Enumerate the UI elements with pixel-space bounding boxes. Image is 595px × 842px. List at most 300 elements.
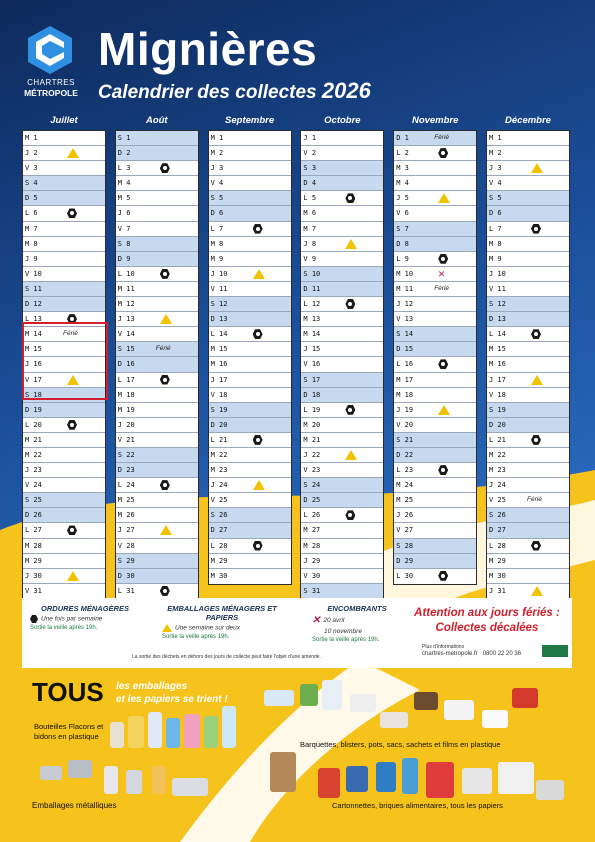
day-label: M 17 xyxy=(396,375,414,384)
day-row xyxy=(394,448,476,463)
plastic-pack-illustration xyxy=(350,694,376,712)
day-row xyxy=(23,493,105,508)
day-label: M 22 xyxy=(489,450,506,459)
day-row xyxy=(487,191,569,206)
day-row xyxy=(301,523,383,538)
month-name: Septembre xyxy=(225,115,275,126)
day-label: L 31 xyxy=(117,586,135,595)
household-waste-icon xyxy=(531,329,541,339)
day-label: M 2 xyxy=(489,149,502,158)
day-row xyxy=(487,342,569,357)
day-row xyxy=(209,403,291,418)
holiday-label: Férié xyxy=(434,284,449,292)
day-label: V 21 xyxy=(117,435,135,444)
paper-illustration xyxy=(536,780,564,800)
day-row xyxy=(209,539,291,554)
day-label: S 4 xyxy=(25,179,38,188)
household-waste-icon xyxy=(345,510,355,520)
category-metal: Emballages métalliques xyxy=(32,801,117,810)
day-label: J 31 xyxy=(489,586,506,595)
day-label: D 23 xyxy=(117,466,135,475)
household-waste-icon xyxy=(253,435,263,445)
packaging-recycling-icon xyxy=(345,450,357,460)
plastic-pack-illustration xyxy=(322,680,342,710)
holiday-alert-line2: Collectes décalées xyxy=(435,622,539,634)
day-row xyxy=(301,569,383,584)
day-row xyxy=(116,342,198,357)
day-row xyxy=(487,131,569,146)
day-label: M 28 xyxy=(303,541,321,550)
can-illustration xyxy=(40,766,62,780)
day-row xyxy=(209,206,291,221)
packaging-recycling-icon xyxy=(67,571,79,581)
day-row xyxy=(116,584,198,599)
holiday-alert-line1: Attention aux jours fériés : xyxy=(414,607,560,619)
month-column xyxy=(300,112,384,600)
day-row xyxy=(209,418,291,433)
day-row xyxy=(116,176,198,191)
legend-bulky xyxy=(312,604,402,643)
day-label: M 18 xyxy=(396,390,414,399)
day-row xyxy=(209,554,291,569)
day-row xyxy=(394,267,476,282)
page-subtitle xyxy=(98,78,371,104)
carton-illustration xyxy=(346,766,368,792)
day-row xyxy=(116,357,198,372)
day-row xyxy=(209,342,291,357)
day-row xyxy=(301,357,383,372)
day-row xyxy=(209,312,291,327)
day-label: M 27 xyxy=(303,526,321,535)
day-label: L 13 xyxy=(25,315,42,324)
day-label: M 2 xyxy=(210,149,224,158)
day-row xyxy=(301,222,383,237)
info-label: Plus d'informations xyxy=(422,644,465,650)
bottle-illustration xyxy=(222,706,236,748)
day-label: M 22 xyxy=(210,450,228,459)
day-label: L 7 xyxy=(210,224,224,233)
household-waste-icon xyxy=(531,224,541,234)
holiday-label: Férié xyxy=(434,134,449,141)
day-row xyxy=(23,508,105,523)
day-row xyxy=(487,388,569,403)
day-label: J 24 xyxy=(489,481,506,490)
day-label: L 28 xyxy=(489,541,506,550)
day-label: M 21 xyxy=(303,435,321,444)
day-label: S 22 xyxy=(117,450,135,459)
bottle-illustration xyxy=(128,716,144,748)
day-row xyxy=(394,418,476,433)
day-row xyxy=(487,523,569,538)
day-label: V 11 xyxy=(489,284,506,293)
day-row xyxy=(209,282,291,297)
day-row xyxy=(394,433,476,448)
info-phone: 0800 22 20 36 xyxy=(482,651,522,657)
day-label: S 15 xyxy=(117,345,135,354)
day-row xyxy=(209,493,291,508)
bulky-collection-icon: ✕ xyxy=(438,266,445,280)
packaging-recycling-icon xyxy=(67,148,79,158)
holiday-label: Férié xyxy=(155,345,171,353)
day-row xyxy=(116,493,198,508)
day-label: L 2 xyxy=(396,149,409,158)
household-waste-icon xyxy=(160,586,170,596)
logo-c-icon xyxy=(28,26,72,74)
day-label: S 10 xyxy=(303,269,321,278)
day-row xyxy=(209,357,291,372)
packaging-recycling-icon xyxy=(160,525,172,535)
day-label: L 17 xyxy=(117,375,135,384)
day-row xyxy=(209,161,291,176)
day-label: M 10 xyxy=(396,269,414,278)
day-label: S 8 xyxy=(117,239,131,248)
month-name: Décembre xyxy=(505,115,551,126)
paper-illustration xyxy=(426,762,454,798)
day-label: M 3 xyxy=(396,164,409,173)
day-row xyxy=(116,463,198,478)
day-label: M 30 xyxy=(210,571,228,580)
day-row xyxy=(116,554,198,569)
day-row xyxy=(23,554,105,569)
household-waste-icon xyxy=(531,541,541,551)
bulky-cross-icon: ✕ xyxy=(312,615,321,626)
day-label: M 28 xyxy=(25,541,42,550)
day-label: V 24 xyxy=(25,481,42,490)
day-row xyxy=(301,539,383,554)
day-row xyxy=(394,297,476,312)
day-row xyxy=(487,569,569,584)
day-row xyxy=(116,403,198,418)
plastic-pack-illustration xyxy=(264,690,294,706)
day-label: J 24 xyxy=(210,481,228,490)
day-row xyxy=(301,297,383,312)
month-column xyxy=(208,112,292,585)
day-row xyxy=(394,508,476,523)
day-label: J 19 xyxy=(396,405,414,414)
month-days xyxy=(486,130,570,600)
day-label: V 13 xyxy=(396,315,414,324)
day-label: J 17 xyxy=(489,375,506,384)
day-label: L 5 xyxy=(303,194,317,203)
day-label: V 11 xyxy=(210,284,228,293)
chartres-metropole-logo xyxy=(20,26,78,106)
day-label: M 4 xyxy=(117,179,131,188)
day-label: J 12 xyxy=(396,300,414,309)
day-row xyxy=(487,539,569,554)
day-label: L 14 xyxy=(489,330,506,339)
bottle-illustration xyxy=(166,718,180,748)
day-label: S 29 xyxy=(117,556,135,565)
carton-illustration xyxy=(318,768,340,798)
legend-packaging-note: Sortie la veille après 19h. xyxy=(162,634,230,640)
day-label: M 29 xyxy=(489,556,506,565)
day-row xyxy=(209,297,291,312)
day-row xyxy=(23,539,105,554)
day-row xyxy=(23,523,105,538)
day-row xyxy=(116,433,198,448)
packaging-recycling-icon xyxy=(253,480,265,490)
legend-bulky-date2: 10 novembre xyxy=(324,628,362,635)
day-label: M 15 xyxy=(210,345,228,354)
day-row xyxy=(116,297,198,312)
day-label: J 29 xyxy=(303,556,321,565)
day-row xyxy=(394,357,476,372)
tous-sub-line1: les emballages xyxy=(116,681,188,692)
day-label: J 5 xyxy=(396,194,409,203)
day-label: M 29 xyxy=(25,556,42,565)
day-label: D 12 xyxy=(25,300,42,309)
day-row xyxy=(394,191,476,206)
day-row xyxy=(394,131,476,146)
day-label: D 2 xyxy=(117,149,131,158)
day-label: M 18 xyxy=(117,390,135,399)
legend-household xyxy=(30,604,140,631)
day-label: L 20 xyxy=(25,420,42,429)
day-label: J 23 xyxy=(25,466,42,475)
day-row xyxy=(301,191,383,206)
day-row xyxy=(209,478,291,493)
day-row xyxy=(394,282,476,297)
packaging-recycling-icon xyxy=(345,239,357,249)
day-row xyxy=(23,252,105,267)
day-label: J 3 xyxy=(489,164,502,173)
plastic-pack-illustration xyxy=(300,684,318,706)
day-label: D 30 xyxy=(117,571,135,580)
day-row xyxy=(209,191,291,206)
holiday-alert xyxy=(402,606,572,636)
carton-illustration xyxy=(402,758,418,794)
day-row xyxy=(209,463,291,478)
month-days xyxy=(208,130,292,585)
day-row xyxy=(487,433,569,448)
day-label: D 8 xyxy=(396,239,409,248)
day-label: M 30 xyxy=(489,571,506,580)
day-label: D 6 xyxy=(489,209,502,218)
month-name: Novembre xyxy=(411,115,459,126)
day-label: M 11 xyxy=(396,284,414,293)
day-label: L 12 xyxy=(303,300,321,309)
day-label: S 24 xyxy=(303,481,321,490)
day-label: M 14 xyxy=(303,330,321,339)
day-label: M 16 xyxy=(210,360,228,369)
day-row xyxy=(301,554,383,569)
day-row xyxy=(23,237,105,252)
day-row xyxy=(116,418,198,433)
day-row xyxy=(301,478,383,493)
day-label: V 20 xyxy=(396,420,414,429)
day-row xyxy=(209,569,291,584)
day-row xyxy=(116,131,198,146)
day-row xyxy=(301,206,383,221)
day-row xyxy=(23,433,105,448)
day-label: M 22 xyxy=(25,450,42,459)
day-label: D 13 xyxy=(489,315,506,324)
day-label: S 31 xyxy=(303,586,321,595)
day-label: S 17 xyxy=(303,375,321,384)
day-label: V 31 xyxy=(25,586,42,595)
day-label: J 6 xyxy=(117,209,131,218)
day-row xyxy=(301,463,383,478)
month-days xyxy=(115,130,199,600)
day-label: J 20 xyxy=(117,420,135,429)
day-row xyxy=(394,252,476,267)
day-label: M 8 xyxy=(489,239,502,248)
day-label: L 28 xyxy=(210,541,228,550)
day-row xyxy=(487,237,569,252)
day-label: M 15 xyxy=(489,345,506,354)
household-waste-icon xyxy=(345,405,355,415)
day-row xyxy=(487,252,569,267)
day-label: V 23 xyxy=(303,466,321,475)
day-row xyxy=(116,508,198,523)
page-title: Mignières xyxy=(98,23,318,75)
day-row xyxy=(116,539,198,554)
day-label: M 25 xyxy=(117,496,135,505)
month-column xyxy=(115,112,199,600)
day-row xyxy=(487,493,569,508)
day-row xyxy=(487,312,569,327)
day-label: D 20 xyxy=(210,420,228,429)
day-row xyxy=(209,146,291,161)
logo-text-metropole: MÉTROPOLE xyxy=(24,88,78,98)
day-label: S 21 xyxy=(396,435,414,444)
day-label: S 18 xyxy=(25,390,42,399)
day-row xyxy=(487,267,569,282)
day-label: M 14 xyxy=(25,330,42,339)
day-label: M 4 xyxy=(396,179,409,188)
day-label: D 19 xyxy=(25,405,42,414)
day-row xyxy=(116,267,198,282)
day-row xyxy=(394,222,476,237)
day-row xyxy=(394,312,476,327)
day-label: M 12 xyxy=(117,300,135,309)
day-row xyxy=(487,297,569,312)
bottle-illustration xyxy=(148,712,162,748)
day-label: M 29 xyxy=(210,556,228,565)
carton-illustration xyxy=(270,752,296,792)
bottle-illustration xyxy=(204,716,218,748)
household-waste-icon xyxy=(160,163,170,173)
paper-illustration xyxy=(498,762,534,794)
day-row xyxy=(394,373,476,388)
household-waste-icon xyxy=(438,148,448,158)
day-label: S 25 xyxy=(25,496,42,505)
legend-packaging-title: EMBALLAGES MÉNAGERS ET PAPIERS xyxy=(167,604,277,622)
plastic-pack-illustration xyxy=(482,710,508,728)
day-label: S 26 xyxy=(210,511,228,520)
day-label: M 24 xyxy=(396,481,414,490)
tous-heading: TOUS xyxy=(32,677,104,707)
fine-footnote: La sortie des déchets en dehors des jours de collecte peut faire l'objet d'une amende. xyxy=(132,654,321,660)
day-label: M 1 xyxy=(210,134,224,142)
day-label: J 2 xyxy=(25,149,38,158)
day-row xyxy=(301,131,383,146)
day-label: D 15 xyxy=(396,345,414,354)
day-label: M 19 xyxy=(117,405,135,414)
day-row xyxy=(487,357,569,372)
day-row xyxy=(301,267,383,282)
packaging-recycling-icon xyxy=(160,314,172,324)
day-label: M 21 xyxy=(25,435,42,444)
day-row xyxy=(394,493,476,508)
day-row xyxy=(487,554,569,569)
day-label: D 16 xyxy=(117,360,135,369)
day-label: V 14 xyxy=(117,330,135,339)
day-row xyxy=(301,282,383,297)
can-illustration xyxy=(68,760,92,778)
day-label: L 7 xyxy=(489,224,502,233)
day-row xyxy=(23,569,105,584)
day-row xyxy=(394,478,476,493)
can-illustration xyxy=(126,770,142,794)
can-illustration xyxy=(104,766,118,794)
day-label: S 19 xyxy=(489,405,506,414)
household-waste-icon xyxy=(253,329,263,339)
day-row xyxy=(23,418,105,433)
day-label: J 3 xyxy=(210,164,224,173)
day-row xyxy=(209,327,291,342)
green-number-badge xyxy=(542,645,568,657)
day-row xyxy=(209,433,291,448)
logo-text-chartres: CHARTRES xyxy=(27,78,75,87)
day-row xyxy=(487,584,569,599)
legend-bulky-title: ENCOMBRANTS xyxy=(327,604,387,613)
day-label: V 9 xyxy=(303,254,317,263)
plastic-pack-illustration xyxy=(512,688,538,708)
household-waste-icon xyxy=(253,224,263,234)
household-waste-icon xyxy=(438,465,448,475)
legend-packaging xyxy=(162,604,282,640)
day-label: V 16 xyxy=(303,360,321,369)
day-label: J 22 xyxy=(303,450,321,459)
legend-bulky-date1: 20 avril xyxy=(323,617,345,625)
day-row xyxy=(209,508,291,523)
day-row xyxy=(116,206,198,221)
day-row xyxy=(301,146,383,161)
day-label: J 10 xyxy=(489,269,506,278)
day-label: S 14 xyxy=(396,330,414,339)
day-row xyxy=(23,584,105,599)
day-row xyxy=(116,373,198,388)
household-waste-icon xyxy=(67,420,77,430)
day-row xyxy=(487,206,569,221)
day-label: M 6 xyxy=(303,209,317,218)
household-waste-icon xyxy=(531,435,541,445)
day-label: M 8 xyxy=(210,239,224,248)
day-label: M 20 xyxy=(303,420,321,429)
day-row xyxy=(487,282,569,297)
day-label: S 5 xyxy=(489,194,502,203)
legend-packaging-line xyxy=(162,624,282,632)
day-label: D 1 xyxy=(396,134,409,142)
tous-sub-line2: et les papiers se trient ! xyxy=(116,694,228,705)
household-waste-icon xyxy=(67,525,77,535)
household-waste-icon xyxy=(160,375,170,385)
day-row xyxy=(487,508,569,523)
day-label: L 16 xyxy=(396,360,414,369)
day-row xyxy=(487,403,569,418)
household-waste-icon xyxy=(67,208,77,218)
legend-household-line xyxy=(30,615,140,623)
day-label: V 25 xyxy=(210,496,228,505)
day-row xyxy=(209,267,291,282)
day-row xyxy=(116,523,198,538)
bottle-illustration xyxy=(110,722,124,748)
day-row xyxy=(209,176,291,191)
day-row xyxy=(394,342,476,357)
category-trays: Barquettes, blisters, pots, sacs, sachets et films en plastique xyxy=(300,740,501,749)
household-waste-icon xyxy=(160,269,170,279)
